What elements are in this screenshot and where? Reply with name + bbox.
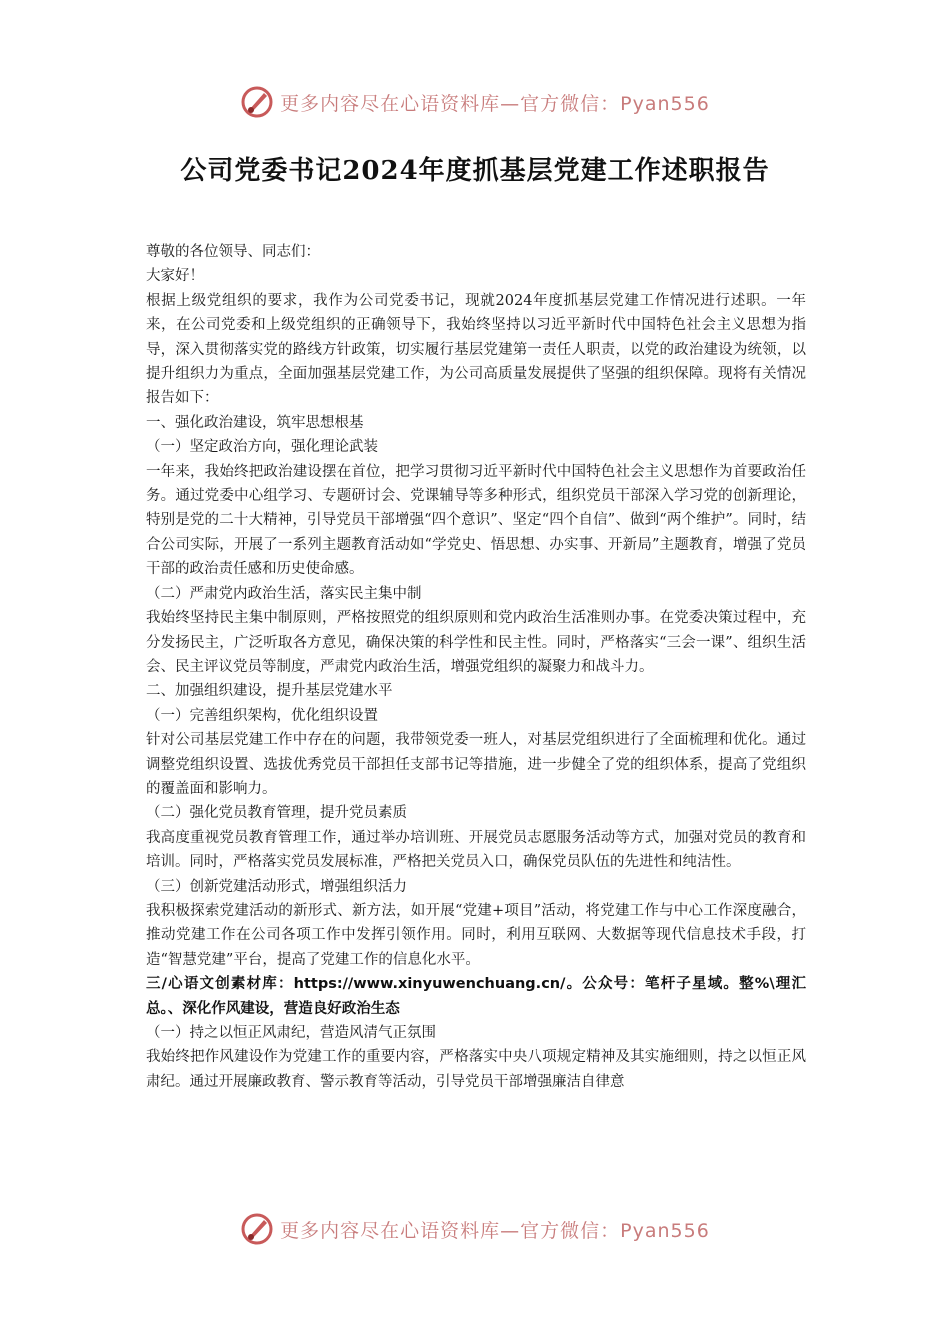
paragraph-2-2: 我高度重视党员教育管理工作，通过举办培训班、开展党员志愿服务活动等方式，加强对党员的教育和培训。同时，严格落实党员发展标准，严格把关党员入口，确保党员队伍的先进性和纯洁性。 [146,829,806,871]
banner-text: 更多内容尽在心语资料库—官方微信：Pyan556 [280,1219,710,1242]
section-heading-3-with-inserted-ad: 三/心语文创素材库：https://www.xinyuwenchuang.cn/。公众号：笔杆子星域。整%\理汇总。、深化作风建设，营造良好政治生态 [146,976,806,1017]
brush-logo-icon [240,1212,274,1246]
paragraph-2-3: 我积极探索党建活动的新形式、新方法，如开展“党建+项目”活动，将党建工作与中心工作深度融合，推动党建工作在公司各项工作中发挥引领作用。同时，利用互联网、大数据等现代信息技术手段，打造“智慧党建”平台，提高了党建工作的信息化水平。 [146,902,806,968]
section-heading-2: 二、加强组织建设，提升基层党建水平 [146,683,393,700]
footer-watermark-banner [0,1209,950,1249]
subsection-heading-1-1: （一）坚定政治方向，强化理论武装 [146,439,378,456]
subsection-heading-2-1: （一）完善组织架构，优化组织设置 [146,707,378,724]
header-watermark-banner [0,82,950,122]
banner-text: 更多内容尽在心语资料库—官方微信：Pyan556 [280,92,710,115]
subsection-heading-2-3: （三）创新党建活动形式，增强组织活力 [146,878,407,895]
paragraph-2-1: 针对公司基层党建工作中存在的问题，我带领党委一班人，对基层党组织进行了全面梳理和优化。通过调整党组织设置、选拔优秀党员干部担任支部书记等措施，进一步健全了党的组织体系，提高了党组织的覆盖面和影响力。 [146,732,806,797]
brush-logo-icon [240,85,274,119]
subsection-heading-1-2: （二）严肃党内政治生活，落实民主集中制 [146,585,422,602]
paragraph-1-1: 一年来，我始终把政治建设摆在首位，把学习贯彻习近平新时代中国特色社会主义思想作为首要政治任务。通过党委中心组学习、专题研讨会、党课辅导等多种形式，组织党员干部深入学习党的创新理论，特别是党的二十大精神，引导党员干部增强“四个意识”、坚定“四个自信”、做到“两个维护”。同时，结合公司实际，开展了一系列主题教育活动如“学党史、悟思想、办实事、开新局”主题教育，增强了党员干部的政治责任感和历史使命感。 [146,463,806,578]
subsection-heading-3-1: （一）持之以恒正风肃纪，营造风清气正氛围 [146,1025,436,1041]
paragraph-3-1: 我始终把作风建设作为党建工作的重要内容，严格落实中央八项规定精神及其实施细则，持之以恒正风肃纪。通过开展廉政教育、警示教育等活动，引导党员干部增强廉洁自律意 [146,1049,806,1090]
subsection-heading-2-2: （二）强化党员教育管理，提升党员素质 [146,805,407,822]
section-heading-1: 一、强化政治建设，筑牢思想根基 [146,414,364,431]
document-title: 公司党委书记2024年度抓基层党建工作述职报告 [180,156,770,186]
document-body [146,240,806,1094]
salutation: 尊敬的各位领导、同志们： [146,244,320,260]
greeting: 大家好！ [146,268,204,285]
paragraph-1-2: 我始终坚持民主集中制原则，严格按照党的组织原则和党内政治生活准则办事。在党委决策过程中，充分发扬民主，广泛听取各方意见，确保决策的科学性和民主性。同时，严格落实“三会一课”、组织生活会、民主评议党员等制度，严肃党内政治生活，增强党组织的凝聚力和战斗力。 [146,610,806,675]
intro-paragraph: 根据上级党组织的要求，我作为公司党委书记，现就2024年度抓基层党建工作情况进行述职。一年来，在公司党委和上级党组织的正确领导下，我始终坚持以习近平新时代中国特色社会主义思想为指导，深入贯彻落实党的路线方针政策，切实履行基层党建第一责任人职责，以党的政治建设为统领，以提升组织力为重点，全面加强基层党建工作，为公司高质量发展提供了坚强的组织保障。现将有关情况报告如下： [146,292,806,407]
